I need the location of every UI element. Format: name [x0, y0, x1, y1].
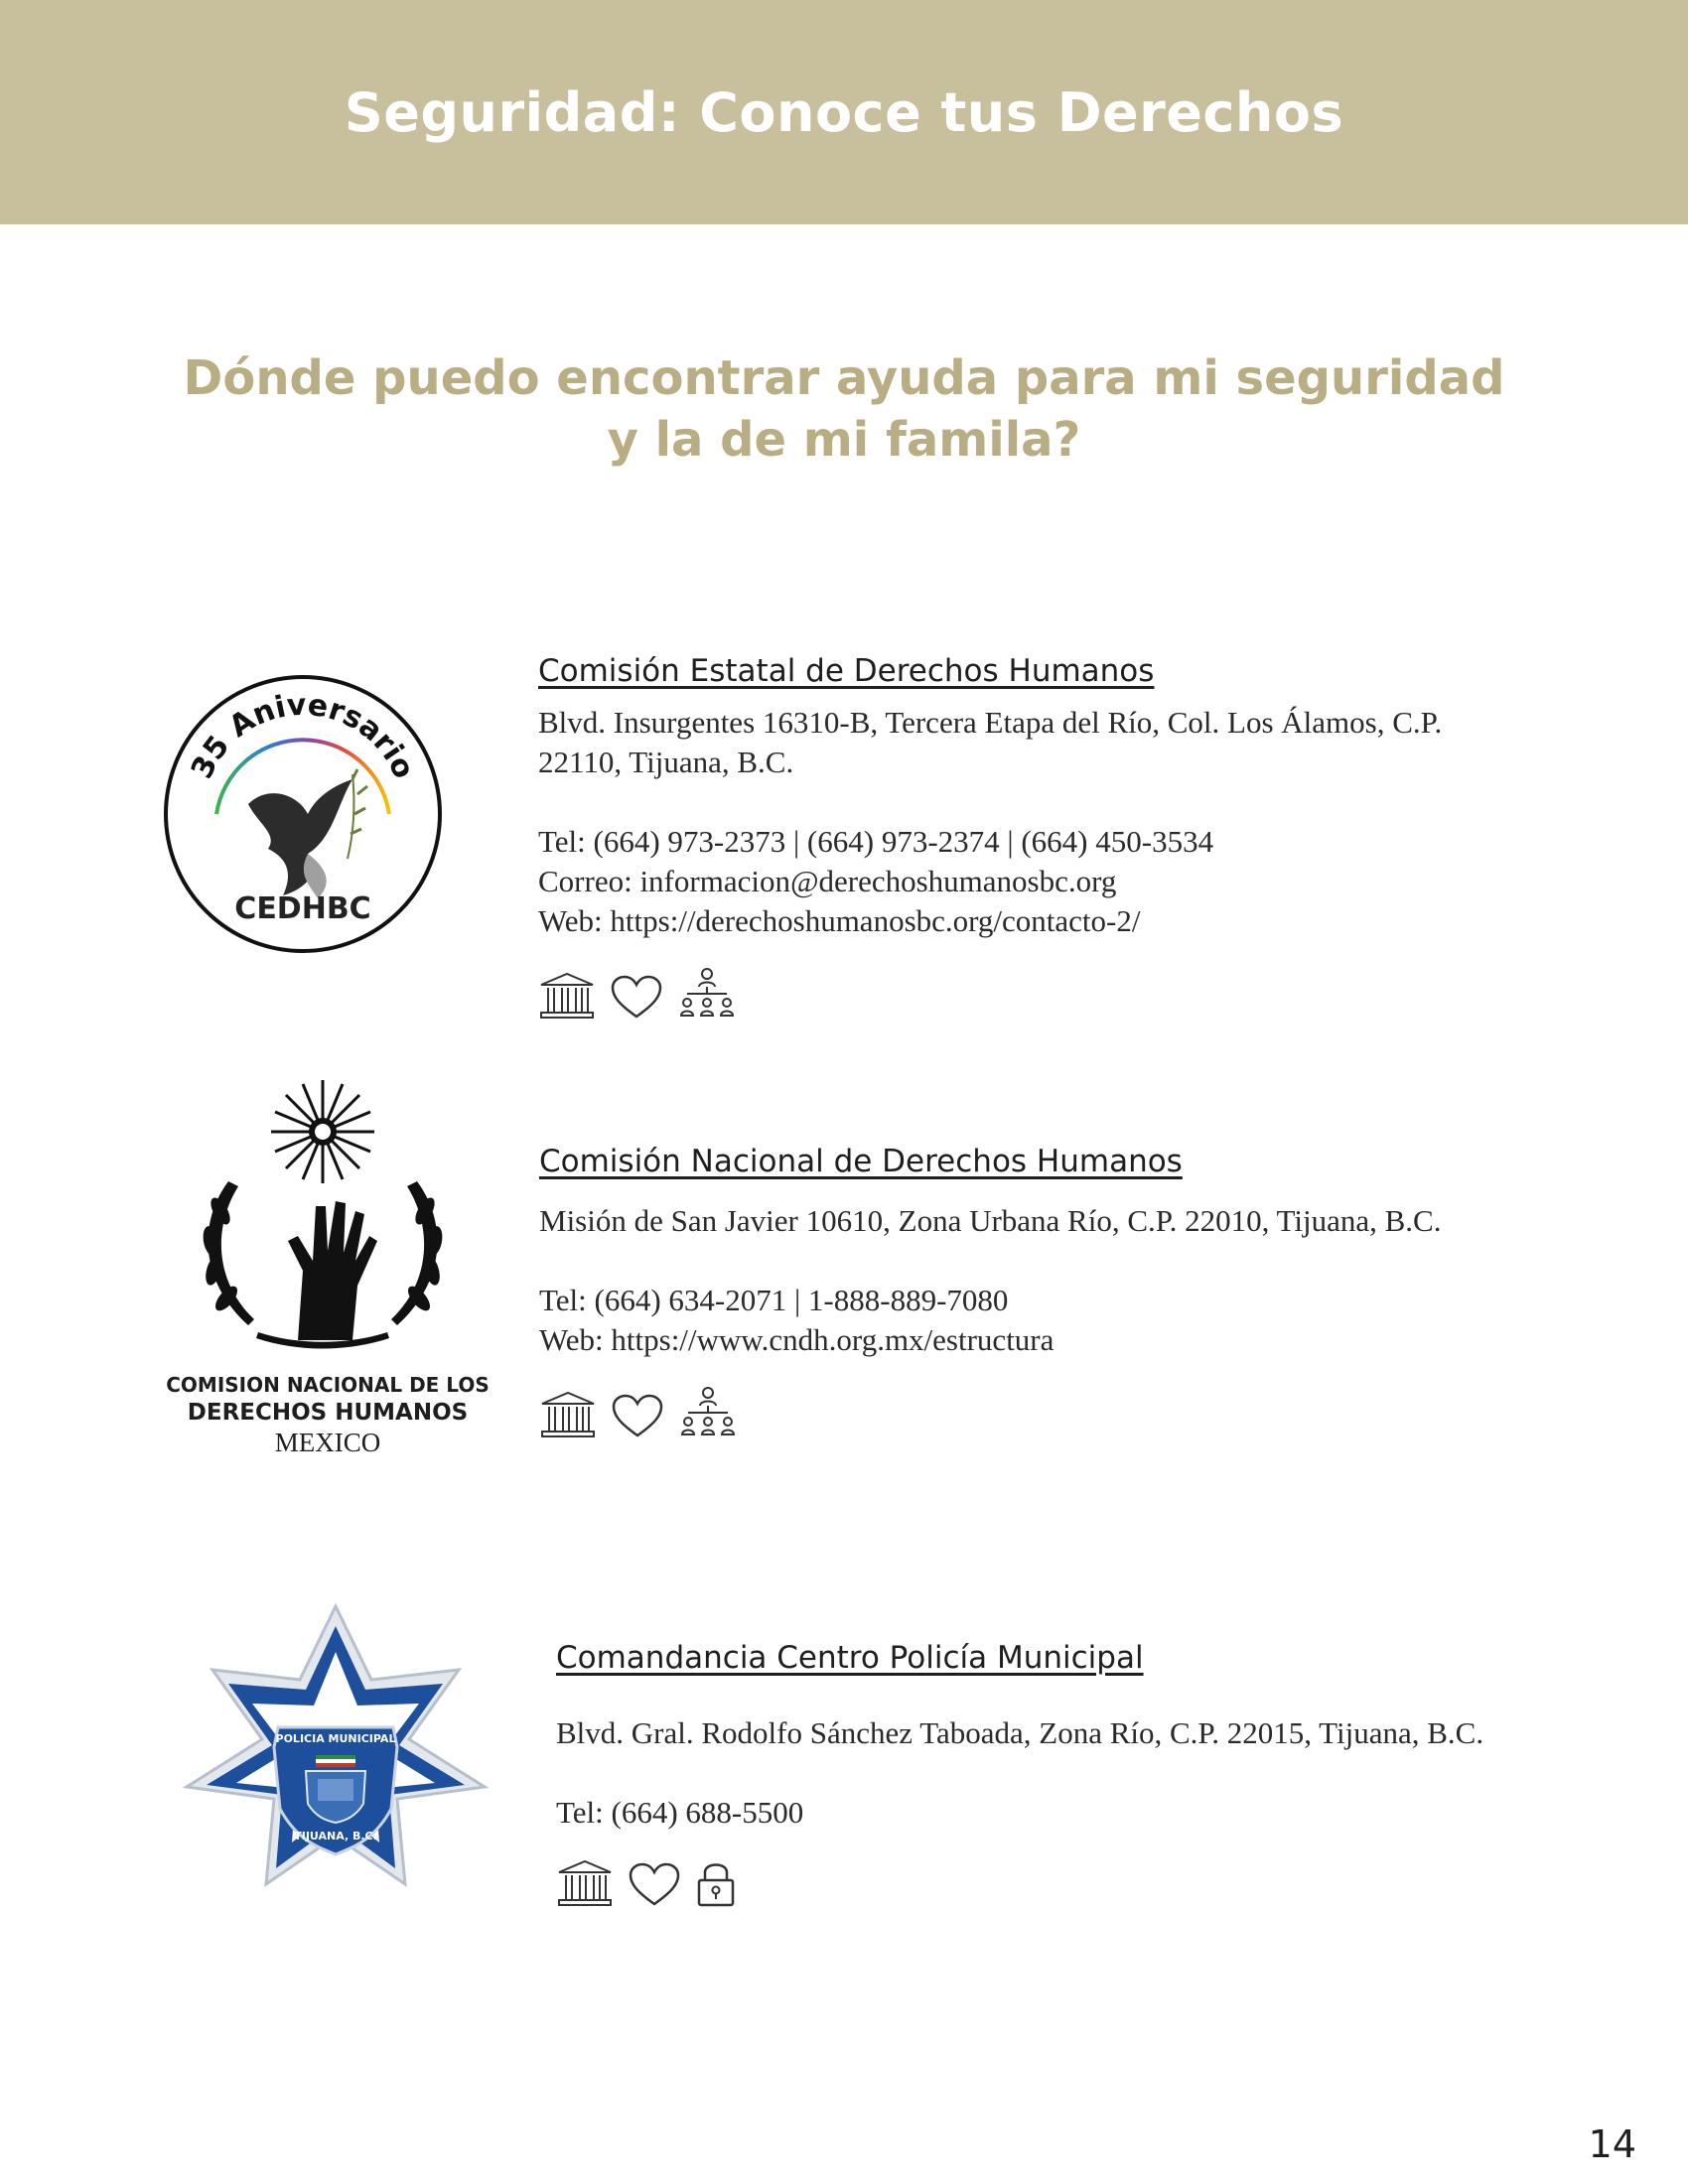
- cedhbc-logo-text: CEDHBC: [234, 891, 371, 926]
- org-policia-municipal: [556, 1640, 1609, 1912]
- page-number: 14: [1588, 2122, 1636, 2166]
- cedhbc-logo: [159, 675, 447, 953]
- heart-icon: [628, 1862, 681, 1912]
- cndh-logo-text-3: MEXICO: [274, 1428, 381, 1457]
- question-line-1: Dónde puedo encontrar ayuda para mi seguridad: [183, 350, 1505, 406]
- org-cndh: [539, 1144, 1582, 1443]
- org-name[interactable]: Comisión Nacional de Derechos Humanos: [539, 1144, 1183, 1179]
- page-title: Seguridad: Conoce tus Derechos: [344, 80, 1344, 144]
- org-chart-icon: [677, 967, 737, 1024]
- building-icon: [539, 1390, 597, 1443]
- org-name[interactable]: Comandancia Centro Policía Municipal: [556, 1640, 1144, 1676]
- building-icon: [556, 1858, 614, 1912]
- org-address-line-1: Misión de San Javier 10610, Zona Urbana Río, C.P. 22010, Tijuana, B.C.: [539, 1203, 1442, 1238]
- org-phone: Tel: (664) 688-5500: [556, 1795, 804, 1830]
- heart-icon: [611, 1394, 664, 1443]
- lock-icon: [695, 1858, 737, 1912]
- cndh-logo-text-1: COMISION NACIONAL DE LOS: [166, 1373, 490, 1397]
- org-phone: Tel: (664) 634-2071 | 1-888-889-7080: [539, 1283, 1009, 1317]
- heart-icon: [610, 975, 663, 1024]
- org-website: Web: https://derechoshumanosbc.org/contacto-2/: [538, 903, 1141, 938]
- org-chart-icon: [678, 1386, 738, 1443]
- org-address-line-2: 22110, Tijuana, B.C.: [538, 745, 794, 779]
- org-website: Web: https://www.cndh.org.mx/estructura: [539, 1322, 1055, 1357]
- question-line-2: y la de mi famila?: [607, 412, 1081, 468]
- police-badge-top-text: POLICIA MUNICIPAL: [275, 1732, 396, 1745]
- building-icon: [538, 971, 596, 1024]
- police-badge-bottom-text: TIJUANA, B.C.: [294, 1830, 377, 1843]
- org-address-line-1: Blvd. Insurgentes 16310-B, Tercera Etapa del Río, Col. Los Álamos, C.P.: [538, 705, 1443, 740]
- org-phone: Tel: (664) 973-2373 | (664) 973-2374 | (664) 450-3534: [538, 824, 1214, 859]
- header-banner: [0, 0, 1688, 224]
- org-name[interactable]: Comisión Estatal de Derechos Humanos: [538, 653, 1155, 689]
- org-cedhbc: [538, 653, 1581, 1024]
- police-badge-logo: [167, 1600, 504, 1938]
- org-address-line-1: Blvd. Gral. Rodolfo Sánchez Taboada, Zona Río, C.P. 22015, Tijuana, B.C.: [556, 1715, 1484, 1750]
- service-icons: [556, 1858, 1609, 1912]
- cndh-logo: [159, 1072, 496, 1459]
- section-question: [0, 347, 1688, 471]
- cndh-logo-text-2: DERECHOS HUMANOS: [187, 1400, 469, 1426]
- org-email: Correo: informacion@derechoshumanosbc.org: [538, 864, 1117, 898]
- service-icons: [538, 967, 1581, 1024]
- service-icons: [539, 1386, 1582, 1443]
- cedhbc-logo-arc-text: 35 Aniversario: [184, 687, 422, 784]
